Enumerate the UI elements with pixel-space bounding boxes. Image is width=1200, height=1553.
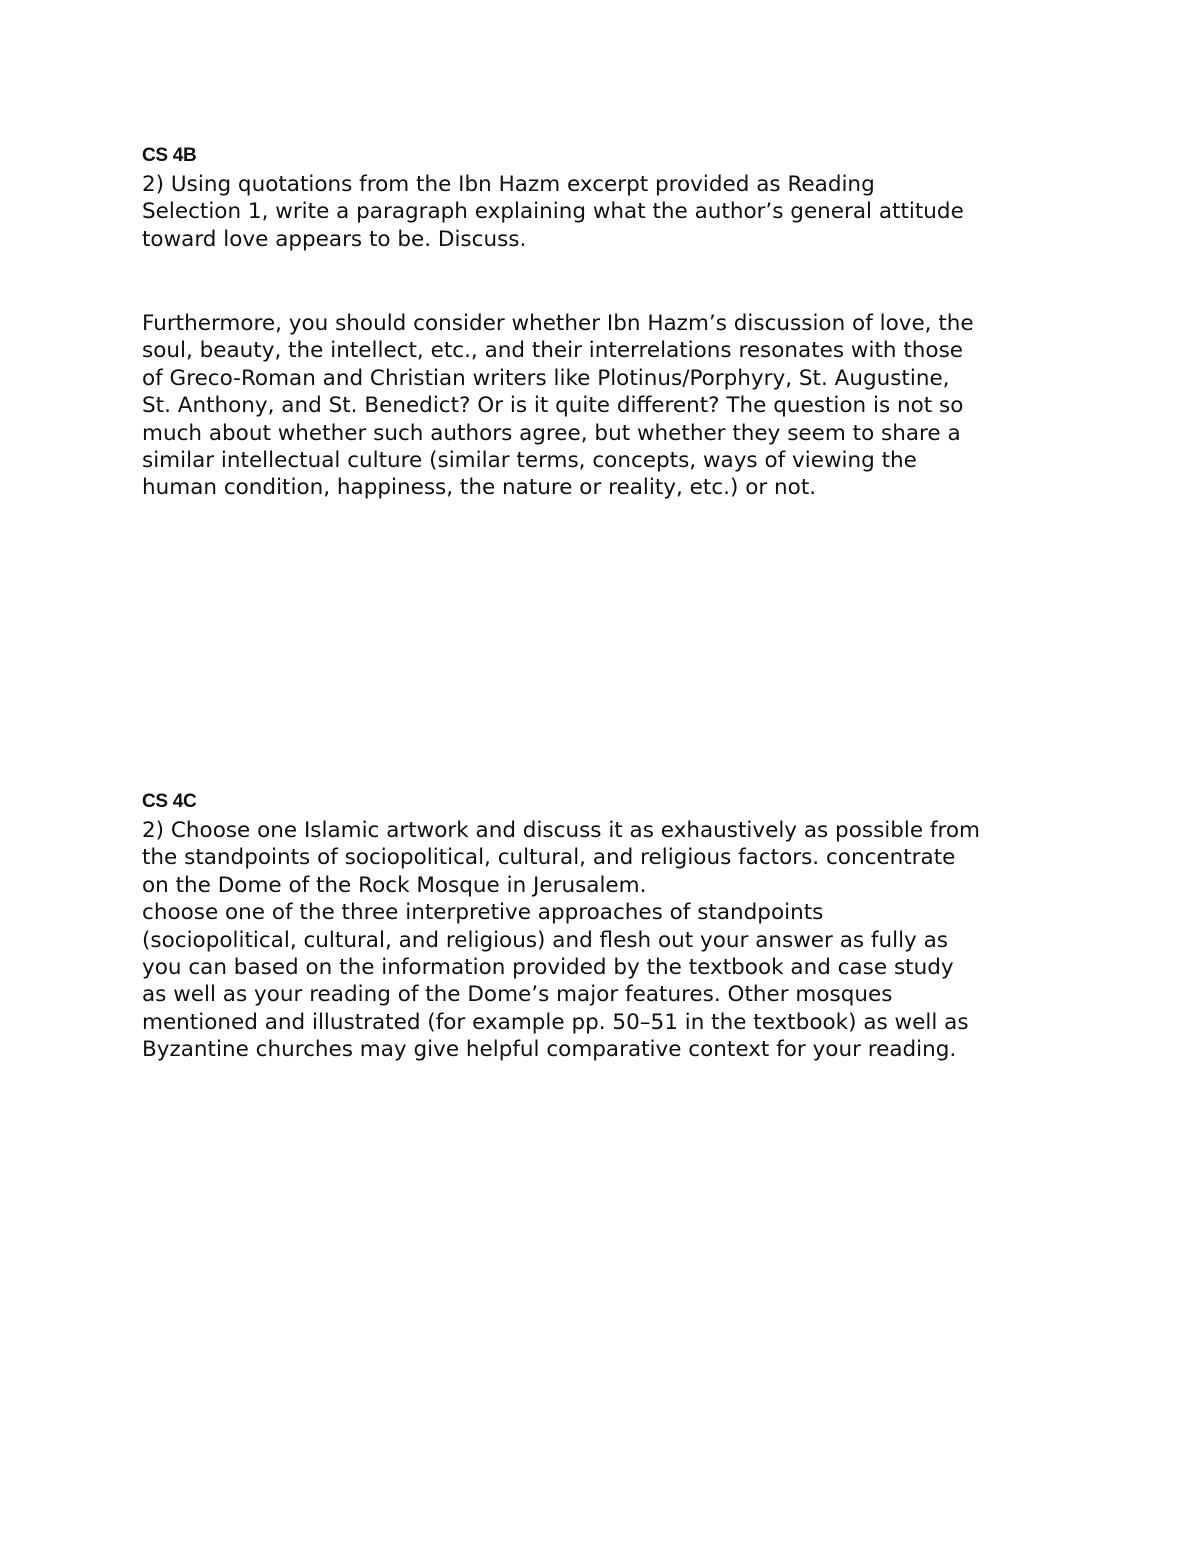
followup-paragraph: choose one of the three interpretive approaches of standpoints (sociopolitical, cultural, and religious) and flesh out your answer as fully as you can based on the information provided by the textbook and case study as well as your reading of the Dome’s major features. Other mosques mentioned and illustrated (for example pp. 50–51 in the textbook) as well as Byzantine churches may give helpful comparative context for your reading. [142,900,969,1063]
question-paragraph: 2) Using quotations from the Ibn Hazm excerpt provided as Reading Selection 1, write a paragraph explaining what the author’s general attitude toward love appears to be. Discuss. [142,172,964,252]
section-heading: CS 4B [142,145,197,166]
section-cs-4c [142,790,1072,1064]
section-cs-4b [142,144,1072,501]
followup-paragraph: Furthermore, you should consider whether Ibn Hazm’s discussion of love, the soul, beauty, the intellect, etc., and their interrelations resonates with those of Greco-Roman and Christian writers like Plotinus/Porphyry, St. Augustine, St. Anthony, and St. Benedict? Or is it quite different? The question is not so much about whether such authors agree, but whether they seem to share a similar intellectual culture (similar terms, concepts, ways of viewing the human condition, happiness, the nature or reality, etc.) or not. [142,311,974,501]
question-paragraph: 2) Choose one Islamic artwork and discuss it as exhaustively as possible from the standpoints of sociopolitical, cultural, and religious factors. concentrate on the Dome of the Rock Mosque in Jerusalem. [142,818,980,898]
section-heading: CS 4C [142,791,197,812]
